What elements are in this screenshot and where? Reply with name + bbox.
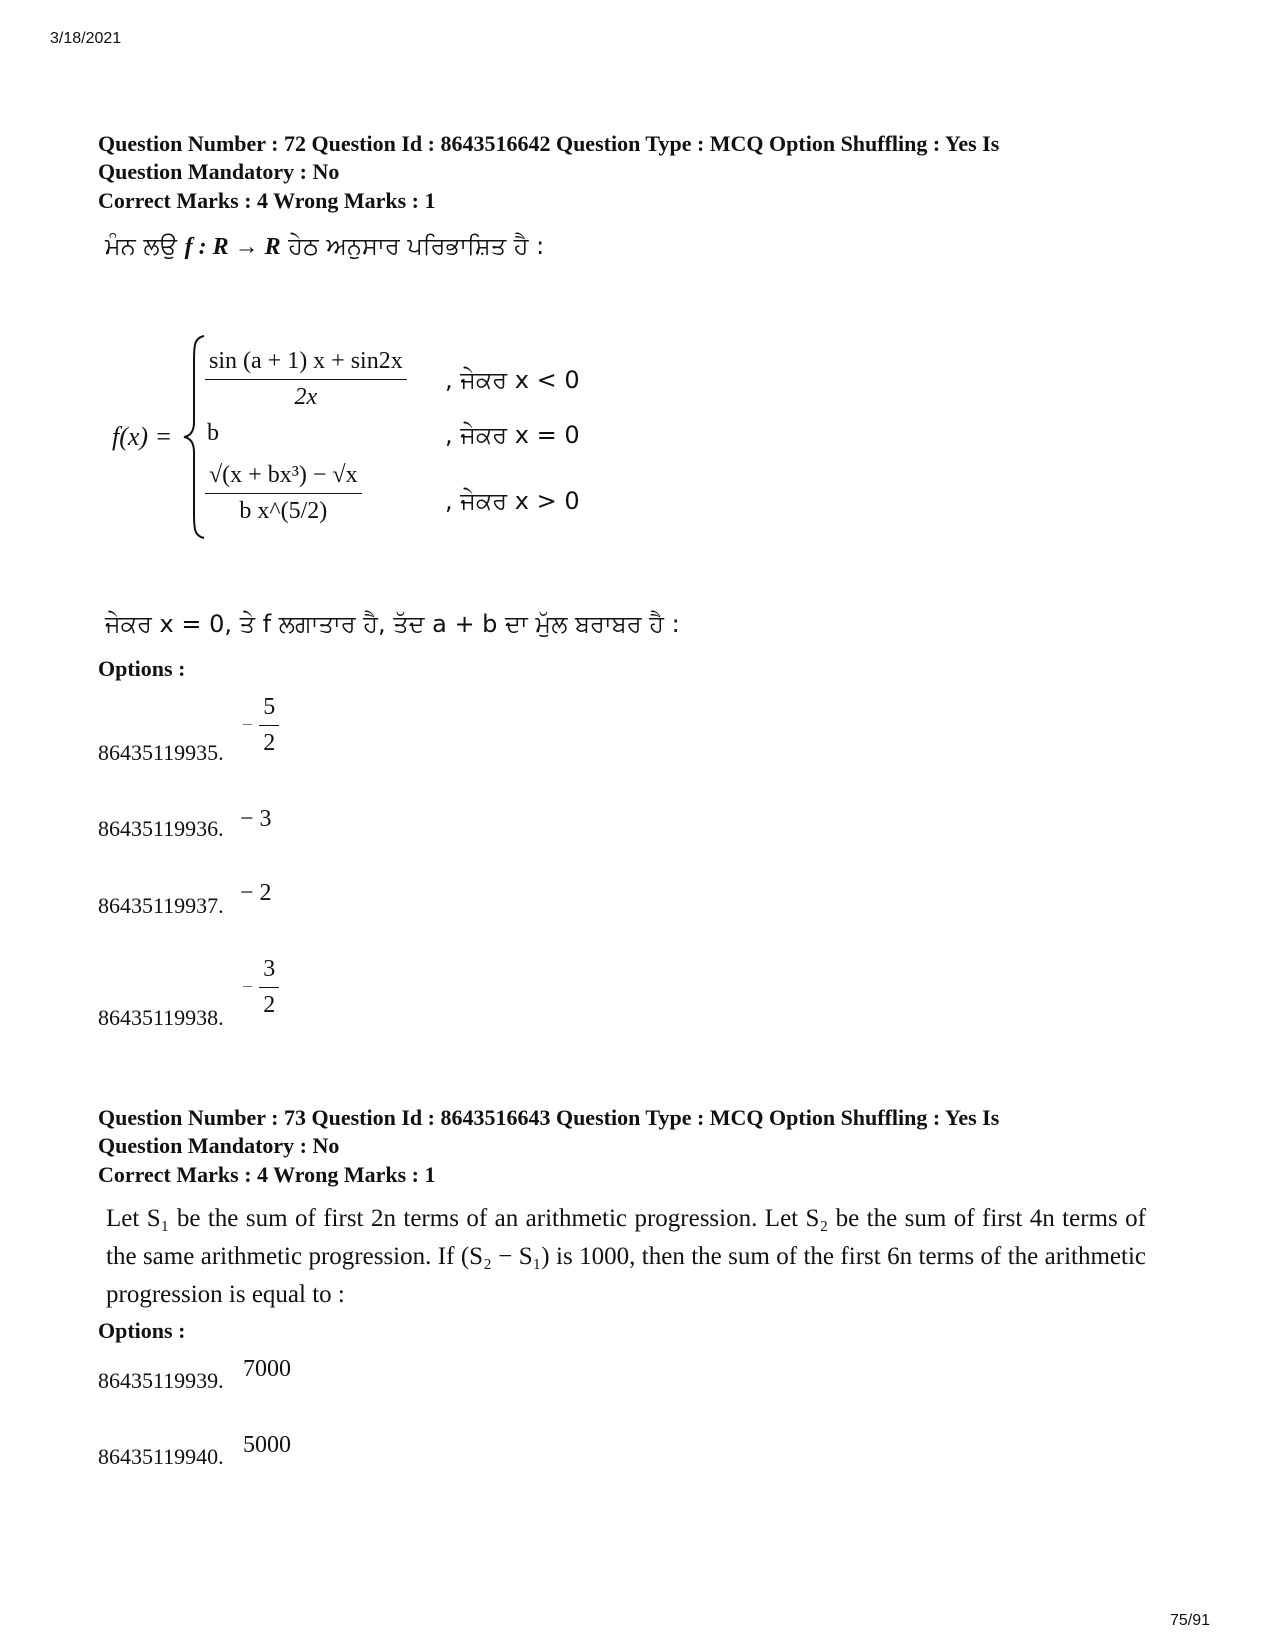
option-id[interactable]: 86435119939. <box>98 1368 224 1393</box>
question-72-intro <box>105 232 544 261</box>
option-id[interactable]: 86435119940. <box>98 1444 224 1469</box>
question-72-marks: Correct Marks : 4 Wrong Marks : 1 <box>98 188 436 213</box>
piece-3-condition: , ਜੇਕਰ x > 0 <box>445 487 580 515</box>
question-73-header-line2: Question Mandatory : No <box>98 1133 340 1158</box>
question-73-marks: Correct Marks : 4 Wrong Marks : 1 <box>98 1162 436 1187</box>
option-id[interactable]: 86435119937. <box>98 893 224 918</box>
option-value: 5000 <box>243 1432 291 1458</box>
question-73-header-line1: Question Number : 73 Question Id : 8643516643 Question Type : MCQ Option Shuffling : Yes Is <box>98 1105 1000 1130</box>
piece-3-denominator: b x^(5/2) <box>239 498 328 524</box>
option-value: 7000 <box>243 1356 291 1382</box>
question-72-text: ਜੇਕਰ x = 0, ਤੇ f ਲਗਾਤਾਰ ਹੈ, ਤੱਦ a + b ਦਾ ਮੁੱਲ ਬਰਾਬਰ ਹੈ : <box>105 610 680 638</box>
print-date: 3/18/2021 <box>50 30 122 47</box>
piece-2-condition: , ਜੇਕਰ x = 0 <box>445 421 580 449</box>
option-id[interactable]: 86435119935. <box>98 740 224 765</box>
option-id[interactable]: 86435119938. <box>98 1005 224 1030</box>
option-value: − 2 <box>240 880 272 906</box>
piece-1-fraction <box>205 348 407 411</box>
page-number: 75/91 <box>1170 1612 1211 1629</box>
piece-3-numerator: √(x + bx³) − √x <box>209 462 358 488</box>
question-72-options-label: Options : <box>98 656 186 681</box>
option-value: − 3 <box>240 806 272 832</box>
piece-2-value: b <box>207 420 219 446</box>
intro-text-pre: ਮੰਨ ਲਉ <box>105 232 185 260</box>
question-73-header <box>98 1104 1158 1160</box>
option-id[interactable]: 86435119936. <box>98 816 224 841</box>
piece-1-denominator: 2x <box>294 384 318 410</box>
function-label: f(x) = <box>112 422 173 451</box>
piece-1-numerator: sin (a + 1) x + sin2x <box>209 348 403 374</box>
question-73-text: Let S₁ be the sum of first 2n terms of an arithmetic progression. Let S₂ be the sum of first 4n terms of the same arithmetic progression. If (S₂ − S₁) is 1000, then the sum of the first 6n terms of the arithmetic progression is equal to : <box>106 1205 1146 1308</box>
question-72-header <box>98 130 1158 186</box>
option-value: − $\frac{5}{2}$ <box>242 694 279 757</box>
intro-text-post: ਹੇਠ ਅਨੁਸਾਰ ਪਰਿਭਾਸ਼ਿਤ ਹੈ : <box>280 232 545 260</box>
intro-math: f : R → R <box>184 234 281 260</box>
question-73-options-label: Options : <box>98 1318 186 1343</box>
question-72-header-line1: Question Number : 72 Question Id : 8643516642 Question Type : MCQ Option Shuffling : Yes Is <box>98 131 1000 156</box>
option-value: − $\frac{3}{2}$ <box>242 956 279 1019</box>
question-72-header-line2: Question Mandatory : No <box>98 159 340 184</box>
piece-3-fraction <box>205 462 362 525</box>
piece-1-condition: , ਜੇਕਰ x < 0 <box>445 366 580 394</box>
